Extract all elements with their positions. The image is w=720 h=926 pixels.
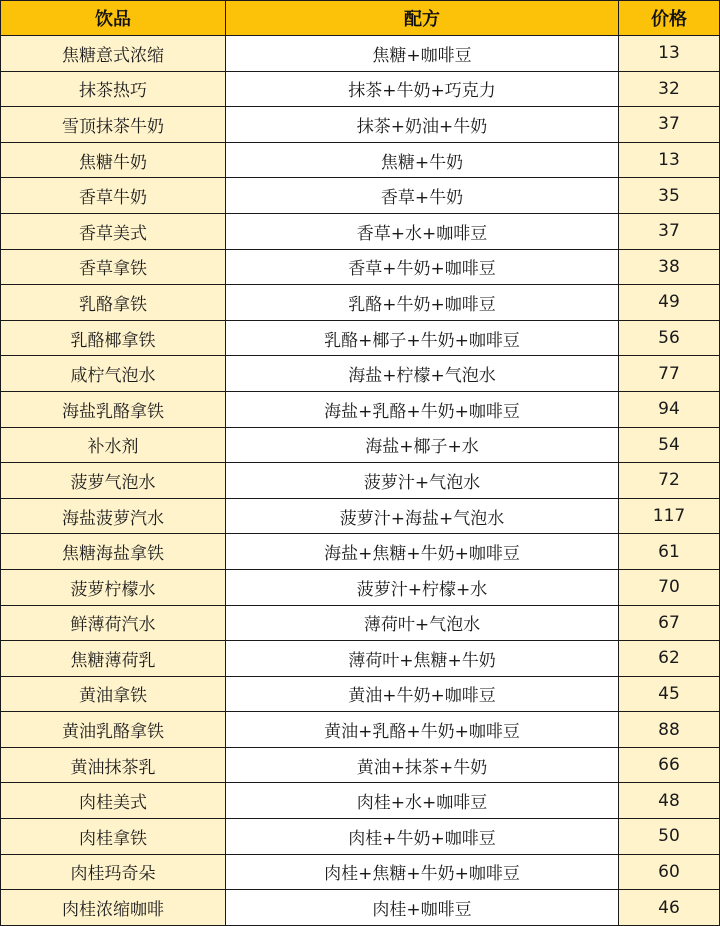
table-row (1, 783, 720, 819)
table-row (1, 249, 720, 285)
drink-name-cell: 菠萝柠檬水 (1, 569, 226, 605)
table-row (1, 569, 720, 605)
price-cell: 117 (619, 498, 720, 534)
header-price: 价格 (619, 1, 720, 36)
recipe-cell: 薄荷叶+气泡水 (226, 605, 619, 641)
table-row (1, 605, 720, 641)
table-row (1, 285, 720, 321)
price-cell: 45 (619, 676, 720, 712)
price-cell: 77 (619, 356, 720, 392)
recipe-cell: 海盐+乳酪+牛奶+咖啡豆 (226, 391, 619, 427)
table-row (1, 356, 720, 392)
price-cell: 50 (619, 819, 720, 855)
table-row (1, 676, 720, 712)
price-cell: 37 (619, 107, 720, 143)
drink-name-cell: 香草美式 (1, 213, 226, 249)
header-recipe: 配方 (226, 1, 619, 36)
recipe-cell: 薄荷叶+焦糖+牛奶 (226, 641, 619, 677)
recipe-cell: 菠萝汁+柠檬+水 (226, 569, 619, 605)
price-cell: 13 (619, 36, 720, 72)
drink-name-cell: 焦糖牛奶 (1, 142, 226, 178)
table-row (1, 178, 720, 214)
recipe-cell: 焦糖+咖啡豆 (226, 36, 619, 72)
table-row (1, 819, 720, 855)
table-row (1, 498, 720, 534)
drink-name-cell: 海盐菠萝汽水 (1, 498, 226, 534)
price-cell: 35 (619, 178, 720, 214)
recipe-cell: 肉桂+水+咖啡豆 (226, 783, 619, 819)
drink-name-cell: 肉桂浓缩咖啡 (1, 890, 226, 926)
drink-name-cell: 肉桂拿铁 (1, 819, 226, 855)
drink-name-cell: 菠萝气泡水 (1, 463, 226, 499)
price-cell: 46 (619, 890, 720, 926)
recipe-cell: 菠萝汁+海盐+气泡水 (226, 498, 619, 534)
price-cell: 54 (619, 427, 720, 463)
table-row (1, 747, 720, 783)
recipe-cell: 乳酪+牛奶+咖啡豆 (226, 285, 619, 321)
table-row (1, 36, 720, 72)
drink-name-cell: 乳酪拿铁 (1, 285, 226, 321)
table-body (1, 36, 720, 926)
table-row (1, 534, 720, 570)
recipe-cell: 香草+水+咖啡豆 (226, 213, 619, 249)
recipe-cell: 香草+牛奶+咖啡豆 (226, 249, 619, 285)
drink-name-cell: 焦糖海盐拿铁 (1, 534, 226, 570)
price-cell: 38 (619, 249, 720, 285)
table-row (1, 712, 720, 748)
price-cell: 70 (619, 569, 720, 605)
price-cell: 72 (619, 463, 720, 499)
drink-name-cell: 肉桂玛奇朵 (1, 854, 226, 890)
drink-name-cell: 焦糖薄荷乳 (1, 641, 226, 677)
recipe-cell: 黄油+乳酪+牛奶+咖啡豆 (226, 712, 619, 748)
price-cell: 66 (619, 747, 720, 783)
recipe-cell: 焦糖+牛奶 (226, 142, 619, 178)
table-row (1, 320, 720, 356)
recipe-cell: 抹茶+牛奶+巧克力 (226, 71, 619, 107)
price-cell: 94 (619, 391, 720, 427)
price-cell: 67 (619, 605, 720, 641)
price-cell: 48 (619, 783, 720, 819)
price-cell: 62 (619, 641, 720, 677)
recipe-cell: 海盐+焦糖+牛奶+咖啡豆 (226, 534, 619, 570)
drink-name-cell: 抹茶热巧 (1, 71, 226, 107)
header-drink: 饮品 (1, 1, 226, 36)
drink-name-cell: 黄油拿铁 (1, 676, 226, 712)
table-row (1, 641, 720, 677)
table-row (1, 463, 720, 499)
drink-name-cell: 补水剂 (1, 427, 226, 463)
price-cell: 37 (619, 213, 720, 249)
table-row (1, 391, 720, 427)
price-cell: 56 (619, 320, 720, 356)
recipe-cell: 肉桂+咖啡豆 (226, 890, 619, 926)
recipe-cell: 肉桂+牛奶+咖啡豆 (226, 819, 619, 855)
drink-name-cell: 乳酪椰拿铁 (1, 320, 226, 356)
table-row (1, 107, 720, 143)
table-header-row (1, 1, 720, 36)
drink-name-cell: 黄油抹茶乳 (1, 747, 226, 783)
drink-name-cell: 黄油乳酪拿铁 (1, 712, 226, 748)
recipe-cell: 黄油+牛奶+咖啡豆 (226, 676, 619, 712)
table-row (1, 71, 720, 107)
table-row (1, 427, 720, 463)
recipe-cell: 黄油+抹茶+牛奶 (226, 747, 619, 783)
drink-name-cell: 香草拿铁 (1, 249, 226, 285)
drink-name-cell: 咸柠气泡水 (1, 356, 226, 392)
drink-name-cell: 香草牛奶 (1, 178, 226, 214)
drink-name-cell: 焦糖意式浓缩 (1, 36, 226, 72)
table-row (1, 854, 720, 890)
price-cell: 60 (619, 854, 720, 890)
drink-name-cell: 海盐乳酪拿铁 (1, 391, 226, 427)
recipe-cell: 菠萝汁+气泡水 (226, 463, 619, 499)
recipe-cell: 海盐+椰子+水 (226, 427, 619, 463)
recipe-cell: 乳酪+椰子+牛奶+咖啡豆 (226, 320, 619, 356)
recipe-cell: 抹茶+奶油+牛奶 (226, 107, 619, 143)
price-cell: 88 (619, 712, 720, 748)
price-cell: 61 (619, 534, 720, 570)
drink-name-cell: 鲜薄荷汽水 (1, 605, 226, 641)
table-row (1, 890, 720, 926)
table-row (1, 142, 720, 178)
price-cell: 32 (619, 71, 720, 107)
recipe-cell: 香草+牛奶 (226, 178, 619, 214)
recipe-cell: 肉桂+焦糖+牛奶+咖啡豆 (226, 854, 619, 890)
drink-name-cell: 雪顶抹茶牛奶 (1, 107, 226, 143)
recipe-cell: 海盐+柠檬+气泡水 (226, 356, 619, 392)
price-cell: 13 (619, 142, 720, 178)
table-row (1, 213, 720, 249)
price-cell: 49 (619, 285, 720, 321)
drink-name-cell: 肉桂美式 (1, 783, 226, 819)
